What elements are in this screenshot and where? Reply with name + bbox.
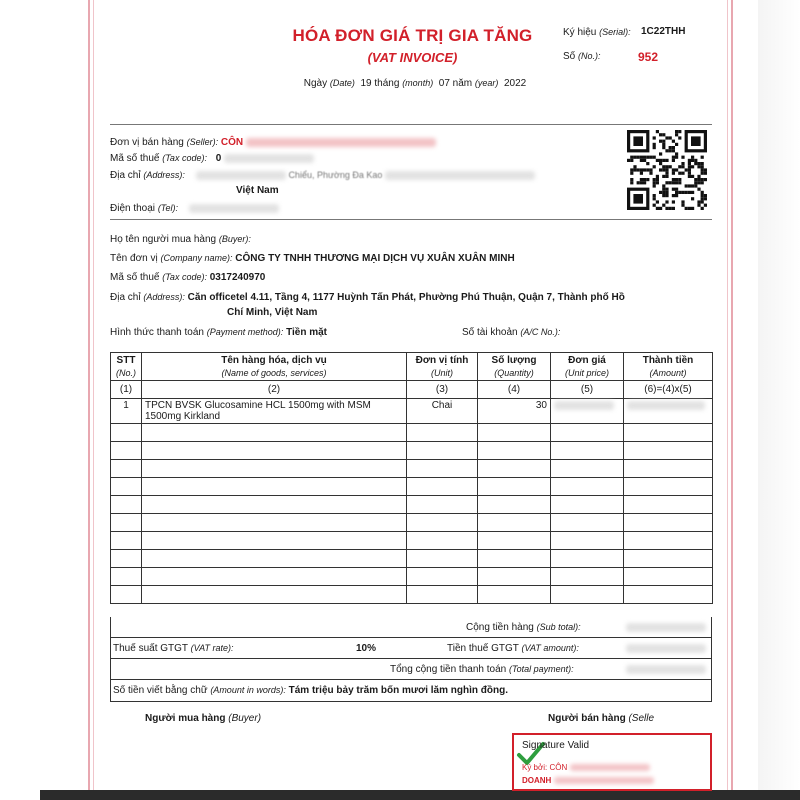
buyer-company-name: CÔNG TY TNHH THƯƠNG MẠI DỊCH VỤ XUÂN XUÂN MINH — [235, 253, 515, 264]
paper-border-right-inner — [727, 0, 728, 790]
redacted-signer-2 — [554, 777, 654, 784]
serial-label: Ký hiệu (Serial): — [563, 27, 631, 38]
table-row — [111, 532, 713, 550]
redacted-seller-phone — [189, 204, 279, 213]
redacted-total — [626, 665, 706, 674]
signed-by-line2: DOANH — [522, 776, 654, 785]
table-row — [111, 442, 713, 460]
buyer-company-row: Tên đơn vị (Company name): CÔNG TY TNHH THƯƠNG MẠI DỊCH VỤ XUÂN XUÂN MINH — [110, 253, 515, 264]
column-number-row — [111, 381, 713, 399]
seller-address-row: Địa chỉ (Address): Chiểu, Phường Đa Kao — [110, 170, 535, 181]
payment-method-row: Hình thức thanh toán (Payment method): Tiền mặt — [110, 327, 328, 338]
buyer-tax-row: Mã số thuế (Tax code): 0317240970 — [110, 272, 266, 283]
table-row — [111, 568, 713, 586]
totals-divider — [111, 679, 711, 680]
table-row — [111, 478, 713, 496]
column-number: (5) — [551, 381, 624, 399]
invoice-subtitle: (VAT INVOICE) — [367, 50, 458, 65]
redacted-seller-address-2 — [385, 171, 535, 180]
divider — [110, 124, 712, 125]
redacted-seller-name — [246, 138, 436, 147]
buyer-name-row: Họ tên người mua hàng (Buyer): — [110, 234, 251, 245]
seller-signature-label: Người bán hàng (Selle — [548, 713, 655, 724]
seller-phone-row: Điện thoại (Tel): — [110, 203, 279, 214]
total-payment-row: Tổng cộng tiền thanh toán (Total payment): — [390, 664, 574, 675]
vat-rate-row: Thuế suất GTGT (VAT rate): — [113, 643, 234, 654]
page-shadow — [758, 0, 800, 790]
item-unit-price — [551, 399, 624, 424]
table-row — [111, 424, 713, 442]
item-amount — [624, 399, 713, 424]
table-row — [111, 496, 713, 514]
col-header-no: STT (No.) — [111, 353, 142, 381]
column-number: (3) — [407, 381, 478, 399]
viewer-bottom-bar — [40, 790, 800, 800]
qr-code — [627, 130, 707, 210]
table-row — [111, 399, 713, 424]
column-number: (4) — [478, 381, 551, 399]
table-row — [111, 460, 713, 478]
subtotal-row: Cộng tiền hàng (Sub total): — [466, 622, 581, 633]
redacted-signer — [570, 764, 650, 771]
totals-divider — [111, 658, 711, 659]
divider — [110, 219, 712, 220]
goods-table — [110, 352, 713, 604]
item-unit: Chai — [407, 399, 478, 424]
invoice-title: HÓA ĐƠN GIÁ TRỊ GIA TĂNG — [292, 26, 533, 45]
paper-border-left-inner — [93, 0, 94, 790]
digital-signature-box — [512, 733, 712, 791]
column-number: (1) — [111, 381, 142, 399]
redacted-subtotal — [626, 623, 706, 632]
buyer-address-row: Địa chỉ (Address): Căn officetel 4.11, Tầng 4, 1177 Huỳnh Tấn Phát, Phường Phú Thuận, Quận 7, Thành phố Hồ — [110, 292, 625, 303]
buyer-tax-code: 0317240970 — [209, 272, 266, 283]
amount-in-words-row: Số tiền viết bằng chữ (Amount in words): Tám triệu bảy trăm bốn mươi lăm nghìn đồng. — [113, 685, 508, 696]
account-number-row: Số tài khoản (A/C No.): — [462, 327, 561, 338]
amount-in-words: Tám triệu bảy trăm bốn mươi lăm nghìn đồng. — [288, 685, 508, 696]
payment-method: Tiền mặt — [286, 327, 328, 338]
col-header-unit: Đơn vị tính (Unit) — [407, 353, 478, 381]
redacted-amount — [627, 401, 705, 410]
redacted-seller-address — [196, 171, 286, 180]
paper-border-right — [731, 0, 733, 790]
item-quantity: 30 — [478, 399, 551, 424]
col-header-name: Tên hàng hóa, dịch vụ (Name of goods, services) — [142, 353, 407, 381]
redacted-seller-tax — [224, 154, 314, 163]
table-row — [111, 550, 713, 568]
col-header-quantity: Số lượng (Quantity) — [478, 353, 551, 381]
seller-tax-row: Mã số thuế (Tax code): 0 — [110, 153, 314, 164]
col-header-unit-price: Đơn giá (Unit price) — [551, 353, 624, 381]
vat-amount-row: Tiền thuế GTGT (VAT amount): — [447, 643, 579, 654]
signed-by-text: Ký bởi: CÔN — [522, 763, 650, 772]
invoice-date: Ngày (Date) 19 tháng (month) 07 năm (year) 2022 — [303, 78, 527, 89]
column-number: (2) — [142, 381, 407, 399]
vat-rate-value: 10% — [356, 643, 377, 654]
table-row — [111, 514, 713, 532]
table-row — [111, 586, 713, 604]
table-header-row — [111, 353, 713, 381]
buyer-address-line2: Chí Minh, Việt Nam — [227, 307, 318, 318]
seller-name-row: Đơn vị bán hàng (Seller): CÔN — [110, 137, 436, 148]
paper-border-left — [88, 0, 90, 790]
buyer-signature-label: Người mua hàng (Buyer) — [145, 713, 262, 724]
item-name: TPCN BVSK Glucosamine HCL 1500mg with MSM 1500mg Kirkland — [142, 399, 407, 424]
invoice-number-value: 952 — [638, 50, 659, 64]
redacted-vat-amount — [626, 644, 706, 653]
invoice-number-label: Số (No.): — [563, 51, 601, 62]
serial-value: 1C22THH — [641, 26, 686, 37]
col-header-amount: Thành tiền (Amount) — [624, 353, 713, 381]
item-no: 1 — [111, 399, 142, 424]
column-number: (6)=(4)x(5) — [624, 381, 713, 399]
seller-address-line2: Việt Nam — [236, 185, 279, 196]
redacted-unit-price — [554, 401, 614, 410]
totals-divider — [111, 637, 711, 638]
buyer-address-line1: Căn officetel 4.11, Tầng 4, 1177 Huỳnh Tấn Phát, Phường Phú Thuận, Quận 7, Thành phố Hồ — [187, 292, 625, 303]
signature-valid-text: Signature Valid — [522, 740, 590, 751]
